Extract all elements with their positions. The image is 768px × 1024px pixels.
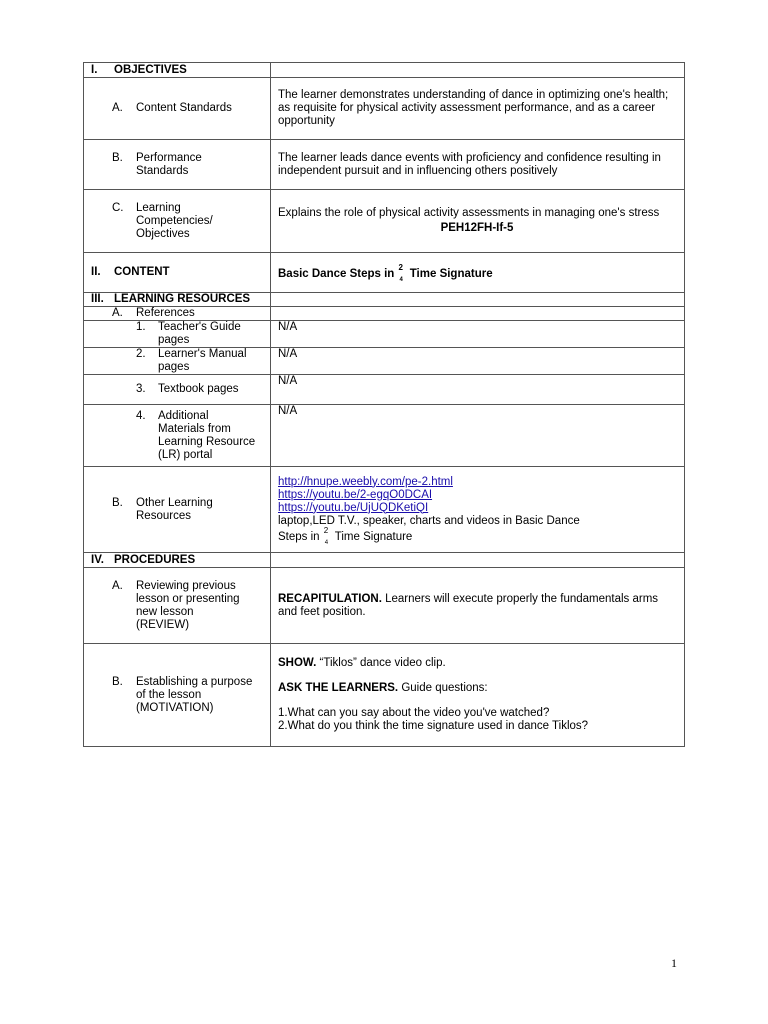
- competencies-label: Learning Competencies/ Objectives: [136, 201, 213, 240]
- performance-standards-label: Performance Standards: [136, 151, 202, 177]
- competency-code: PEH12FH-If-5: [440, 222, 514, 234]
- learners-manual-row: 2. Learner's Manual pages N/A: [84, 348, 685, 375]
- content-standards-text: The learner demonstrates understanding of dance in optimizing one's health; as requisite for physical activity assessment performance, and as a career opportunity: [271, 78, 685, 140]
- materials-text: laptop,LED T.V., speaker, charts and videos in Basic Dance: [278, 514, 580, 527]
- lesson-plan-table: [83, 62, 685, 747]
- content-topic: Basic Dance Steps in 2 4 Time Signature: [271, 253, 685, 293]
- competencies-text: Explains the role of physical activity assessments in managing one's stress: [278, 207, 660, 219]
- question-1: 1.What can you say about the video you've watched?: [278, 707, 550, 719]
- review-text: RECAPITULATION. Learners will execute properly the fundamentals arms and feet position.: [271, 568, 685, 644]
- content-heading: II. CONTENT: [84, 253, 271, 293]
- time-signature-fraction: 2 4: [398, 262, 403, 283]
- resource-link-youtube-2[interactable]: https://youtu.be/UjUQDKetiQI: [278, 501, 429, 514]
- motivation-row: B. Establishing a purpose of the lesson (MOTIVATION) SHOW. “Tiklos” dance video clip. ASK THE LEARNERS. Guide questions: 1.What can you say about the video you've watched? 2.What do you think the time signature used in dance Tiklos?: [84, 644, 685, 747]
- teachers-guide-row: 1. Teacher's Guide pages N/A: [84, 321, 685, 348]
- references-row: A. References: [84, 307, 685, 321]
- resource-link-youtube-1[interactable]: https://youtu.be/2-egqO0DCAI: [278, 488, 433, 501]
- textbook-label: Textbook pages: [158, 383, 239, 395]
- procedures-header-row: [84, 553, 685, 568]
- additional-materials-row: 4. Additional Materials from Learning Resource (LR) portal N/A: [84, 405, 685, 467]
- references-label: References: [136, 307, 195, 319]
- objectives-header-row: [84, 63, 685, 78]
- textbook-value: N/A: [271, 375, 685, 405]
- content-standards-label: Content Standards: [136, 102, 232, 114]
- steps-text: Steps in 2 4 Time Signature: [278, 525, 413, 546]
- resources-heading: III. LEARNING RESOURCES: [84, 293, 271, 307]
- other-resources-row: B. Other Learning Resources http://hnupe.weebly.com/pe-2.html https://youtu.be/2-egqO0DCAI https://youtu.be/UjUQDKetiQI laptop,LED T.V., speaker, charts and videos in Basic Dance Steps in 2 4 Time Signature: [84, 467, 685, 553]
- procedures-heading: IV. PROCEDURES: [84, 553, 271, 568]
- other-resources-cell: [271, 467, 685, 553]
- teachers-guide-value: N/A: [271, 321, 685, 348]
- review-label: Reviewing previous lesson or presenting new lesson (REVIEW): [136, 579, 240, 631]
- competencies-row: C. Learning Competencies/ Objectives Explains the role of physical activity assessments in managing one's stress PEH12FH-If-5: [84, 190, 685, 253]
- ask-text: ASK THE LEARNERS. Guide questions:: [278, 682, 488, 694]
- other-resources-label: Other Learning Resources: [136, 496, 213, 522]
- additional-materials-value: N/A: [271, 405, 685, 467]
- performance-standards-text: The learner leads dance events with proficiency and confidence resulting in independent pursuit and in influencing others positively: [271, 140, 685, 190]
- resources-header-row: [84, 293, 685, 307]
- review-row: A. Reviewing previous lesson or presenting new lesson (REVIEW) RECAPITULATION. Learners will execute properly the fundamentals arms and feet position.: [84, 568, 685, 644]
- textbook-row: 3. Textbook pages N/A: [84, 375, 685, 405]
- competencies-cell: [271, 190, 685, 253]
- resource-link-weebly[interactable]: http://hnupe.weebly.com/pe-2.html: [278, 475, 453, 488]
- performance-standards-row: B. Performance Standards The learner leads dance events with proficiency and confidence resulting in independent pursuit and in influencing others positively: [84, 140, 685, 190]
- content-standards-row: A. Content Standards The learner demonstrates understanding of dance in optimizing one's health; as requisite for physical activity assessment performance, and as a career opportunity: [84, 78, 685, 140]
- learners-manual-value: N/A: [271, 348, 685, 375]
- objectives-heading: I. OBJECTIVES: [84, 63, 271, 78]
- content-row: [84, 253, 685, 293]
- show-text: SHOW. “Tiklos” dance video clip.: [278, 657, 446, 669]
- teachers-guide-label: Teacher's Guide pages: [158, 321, 241, 346]
- steps-fraction: 2 4: [323, 525, 329, 546]
- page-number: 1: [671, 956, 677, 970]
- motivation-cell: [271, 644, 685, 747]
- additional-materials-label: Additional Materials from Learning Resource (LR) portal: [158, 409, 256, 461]
- motivation-label: Establishing a purpose of the lesson (MOTIVATION): [136, 675, 253, 714]
- question-2: 2.What do you think the time signature used in dance Tiklos?: [278, 720, 589, 732]
- learners-manual-label: Learner's Manual pages: [158, 348, 247, 373]
